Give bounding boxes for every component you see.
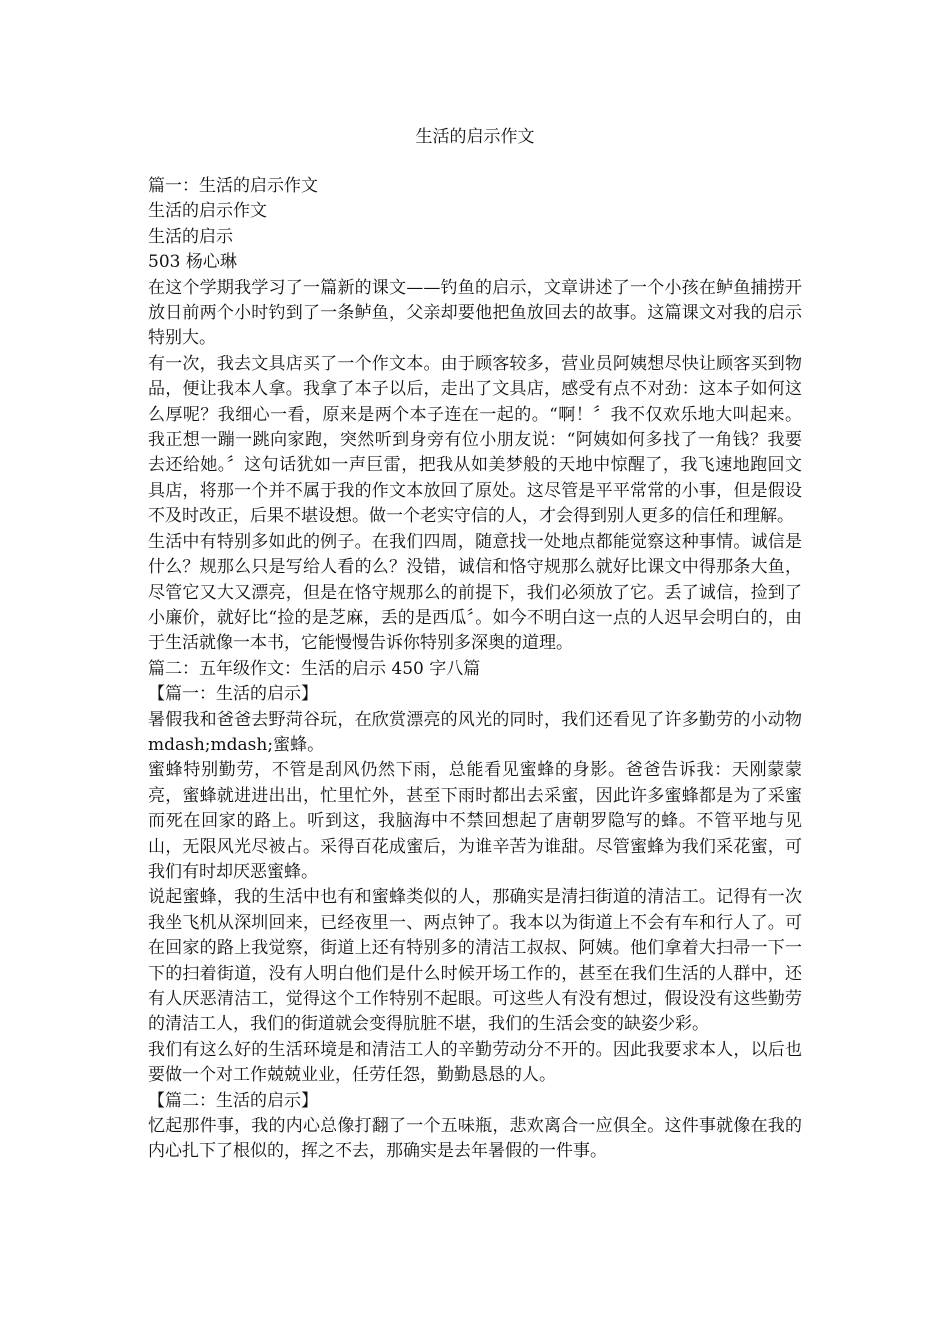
paragraph: 蜜蜂特别勤劳，不管是刮风仍然下雨，总能看见蜜蜂的身影。爸爸告诉我：天刚蒙蒙亮，蜜蜂就进进出出，忙里忙外，甚至下雨时都出去采蜜，因此许多蜜蜂都是为了采蜜而死在回家的路上。听到这，我脑海中不禁回想起了唐朝罗隐写的蜂。不管平地与见山，无限风光尽被占。采得百花成蜜后，为谁辛苦为谁甜。尽管蜜蜂为我们采花蜜，可我们有时却厌恶蜜蜂。 xyxy=(148,760,802,882)
paragraph: 有一次，我去文具店买了一个作文本。由于顾客较多，营业员阿姨想尽快让顾客买到物品，便让我本人拿。我拿了本子以后，走出了文具店，感受有点不对劲：这本子如何这么厚呢？我细心一看，原来是两个本子连在一起的。“啊！〞我不仅欢乐地大叫起来。我正想一蹦一跳向家跑，突然听到身旁有位小朋友说：“阿姨如何多找了一角钱？我要去还给她。〞这句话犹如一声巨雷，把我从如美梦般的天地中惊醒了，我飞速地跑回文具店，将那一个并不属于我的作文本放回了原处。这尽管是平平常常的小事，但是假设不及时改正，后果不堪设想。做一个老实守信的人，才会得到别人更多的信任和理解。 xyxy=(148,353,802,527)
document-title: 生活的启示作文 xyxy=(415,127,535,147)
paragraph: 忆起那件事，我的内心总像打翻了一个五味瓶，悲欢离合一应俱全。这件事就像在我的内心扎下了根似的，挥之不去，那确实是去年暑假的一件事。 xyxy=(148,1116,802,1162)
essay-subtitle: 生活的启示 xyxy=(148,226,233,247)
document-body xyxy=(148,174,802,1165)
paragraph: 说起蜜蜂，我的生活中也有和蜜蜂类似的人，那确实是清扫街道的清洁工。记得有一次我坐飞机从深圳回来，已经夜里一、两点钟了。我本以为街道上不会有车和行人了。可在回家的路上我觉察，街道上还有特别多的清洁工叔叔、阿姨。他们拿着大扫帚一下一下的扫着街道，没有人明白他们是什么时候开场工作的，甚至在我们生活的人群中，还有人厌恶清洁工，觉得这个工作特别不起眼。可这些人有没有想过，假设没有这些勤劳的清洁工人，我们的街道就会变得肮脏不堪，我们的生活会变的缺姿少彩。 xyxy=(148,887,802,1035)
heading-part-two: 篇二：五年级作文：生活的启示 450 字八篇 xyxy=(148,658,481,679)
paragraph: 生活中有特别多如此的例子。在我们四周，随意找一处地点都能觉察这种事情。诚信是什么？规那么只是写给人看的么？没错，诚信和恪守规那么就好比课文中得那条大鱼，尽管它又大又漂亮，但是在恪守规那么的前提下，我们必须放了它。丢了诚信，捡到了小廉价，就好比“捡的是芝麻，丢的是西瓜〞。如今不明白这一点的人迟早会明白的，由于生活就像一本书，它能慢慢告诉你特别多深奥的道理。 xyxy=(148,531,802,654)
essay-title: 生活的启示作文 xyxy=(148,201,267,222)
section-heading: 【篇二：生活的启示】 xyxy=(148,1090,318,1111)
paragraph: 暑假我和爸爸去野菏谷玩，在欣赏漂亮的风光的同时，我们还看见了许多勤劳的小动物 mdash;mdash;蜜蜂。 xyxy=(148,709,802,755)
heading-part-one: 篇一：生活的启示作文 xyxy=(148,176,318,196)
paragraph: 在这个学期我学习了一篇新的课文——钓鱼的启示，文章讲述了一个小孩在鲈鱼捕捞开放日前两个小时钓到了一条鲈鱼，父亲却要他把鱼放回去的故事。这篇课文对我的启示特别大。 xyxy=(148,277,802,349)
paragraph: 我们有这么好的生活环境是和清洁工人的辛勤劳动分不开的。因此我要求本人，以后也要做一个对工作兢兢业业，任劳任怨，勤勤恳恳的人。 xyxy=(148,1039,802,1086)
author-line: 503 杨心琳 xyxy=(148,252,237,273)
section-heading: 【篇一：生活的启示】 xyxy=(148,684,318,705)
